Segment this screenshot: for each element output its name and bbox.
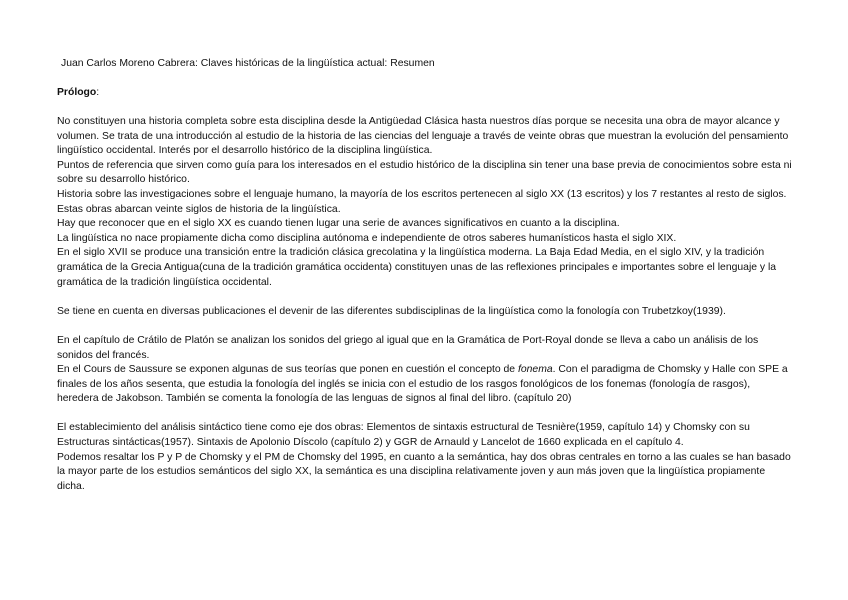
italic-term: fonema [517,364,553,376]
paragraph: Hay que reconocer que en el siglo XX es cuando tienen lugar una serie de avances significativos en cuanto a la disciplina. [57,218,620,230]
paragraph: Estas obras abarcan veinte siglos de historia de la lingüística. [57,203,341,215]
document-title: Juan Carlos Moreno Cabrera: Claves históricas de la lingüística actual: Resumen [61,58,435,69]
text-span: En el Cours de Saussure se exponen algunas de sus teorías que ponen en cuestión el concepto de [57,364,518,376]
paragraph: Podemos resaltar los P y P de Chomsky y el PM de Chomsky del 1995, en cuanto a la semántica, hay dos obras centrales en torno a las cuales se han basado la mayor parte de los estudios semánticos del siglo XX, la semántica es una disciplina relativamente joven y aun más joven que la lingüística propiamente dicha. [57,451,791,492]
prologue-label: Prólogo [57,87,97,98]
paragraph: Se tiene en cuenta en diversas publicaciones el devenir de las diferentes subdisciplinas de la lingüística como la fonología con Trubetzkoy(1939). [57,305,726,317]
paragraph [57,363,792,407]
document-body [57,115,792,494]
paragraph: Historia sobre las investigaciones sobre el lenguaje humano, la mayoría de los escritos pertenecen al siglo XX (13 escritos) y los 7 restantes al resto de siglos. [57,188,787,200]
paragraph: En el capítulo de Crátilo de Platón se analizan los sonidos del griego al igual que en la Gramática de Port-Royal donde se lleva a cabo un análisis de los sonidos del francés. [57,334,759,361]
prologue-heading [57,86,99,101]
paragraph: Puntos de referencia que sirven como guía para los interesados en el estudio histórico de la disciplina sin tener una base previa de conocimientos sobre esta ni sobre su desarrollo histórico. [57,159,792,186]
paragraph: El establecimiento del análisis sintáctico tiene como eje dos obras: Elementos de sintaxis estructural de Tesnière(1959, capítulo 14) y Chomsky con su Estructuras sintácticas(1957). Sintaxis de Apolonio Díscolo (capítulo 2) y GGR de Arnauld y Lancelot de 1660 explicada en el capítulo 4. [57,422,750,449]
text-span: . Con el paradigma de Chomsky y Halle con SPE a finales de los años sesenta, que estudia la fonología del inglés se inicia con el estudio de los rasgos fonológicos de los fonemas (fonología de rasgos), heredera de Jakobson. También se comenta la fonología de las lenguas de signos al final del libro. (capítulo 20) [57,364,788,405]
paragraph: No constituyen una historia completa sobre esta disciplina desde la Antigüedad Clásica hasta nuestros días porque se necesita una obra de mayor alcance y volumen. Se trata de una introducción al estudio de la historia de las ciencias del lenguaje a través de veinte obras que muestran la evolución del pensamiento lingüístico occidental. Interés por el desarrollo histórico de la disciplina lingüística. [57,116,789,157]
prologue-colon: : [96,87,100,98]
paragraph: En el siglo XVII se produce una transición entre la tradición clásica grecolatina y la lingüística moderna. La Baja Edad Media, en el siglo XIV, y la tradición gramática de la Grecia Antigua(cuna de la tradición gramática occidenta) constituyen unas de las reflexiones principales e importantes sobre el lenguaje y la gramática de la tradición lingüística occidental. [57,247,777,288]
paragraph: La lingüística no nace propiamente dicha como disciplina autónoma e independiente de otros saberes humanísticos hasta el siglo XIX. [57,232,677,244]
